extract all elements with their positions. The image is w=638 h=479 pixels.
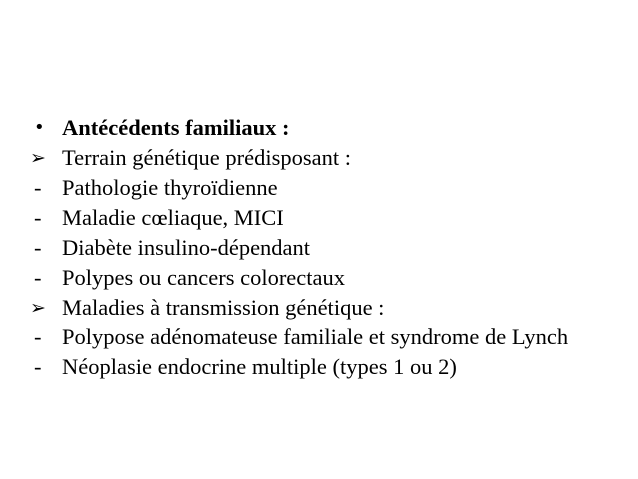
dash-marker: - xyxy=(34,324,42,349)
dash-marker: - xyxy=(34,175,42,200)
list-item-text: Diabète insulino-dépendant xyxy=(62,235,311,260)
dash-marker: - xyxy=(34,265,42,290)
arrow-bullet-icon: ➢ xyxy=(30,297,46,319)
list-item-text: Néoplasie endocrine multiple (types 1 ou 2) xyxy=(62,354,457,379)
list-item-text: Pathologie thyroïdienne xyxy=(62,175,278,200)
dash-marker: - xyxy=(34,205,42,230)
list-item xyxy=(32,263,622,293)
list-item-text: Polypose adénomateuse familiale et syndrome de Lynch xyxy=(62,324,569,349)
list-item xyxy=(32,352,622,382)
list-item xyxy=(32,143,622,173)
heading-text: Antécédents familiaux : xyxy=(62,115,290,140)
list-item-text: Terrain génétique prédisposant : xyxy=(62,145,351,170)
list-item-text: Maladies à transmission génétique : xyxy=(62,295,385,320)
dash-marker: - xyxy=(34,354,42,379)
list-item-text: Maladie cœliaque, MICI xyxy=(62,205,284,230)
list-item-text: Polypes ou cancers colorectaux xyxy=(62,265,346,290)
list-item xyxy=(32,233,622,263)
dash-marker: - xyxy=(34,235,42,260)
list-item xyxy=(32,203,622,233)
arrow-bullet-icon: ➢ xyxy=(30,147,46,169)
bullet-icon: • xyxy=(34,117,45,138)
list-item xyxy=(32,293,622,323)
list-item xyxy=(32,173,622,203)
heading-line xyxy=(32,113,622,143)
list-item xyxy=(32,323,622,352)
slide-content xyxy=(32,113,622,382)
